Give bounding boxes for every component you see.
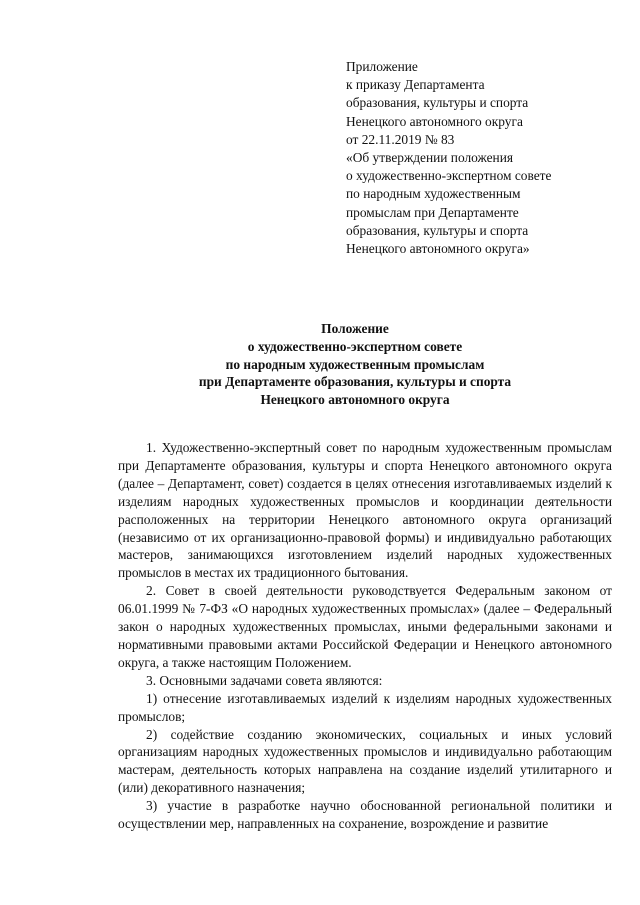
appendix-line: о художественно-экспертном совете bbox=[346, 168, 552, 184]
appendix-line: промыслам при Департаменте bbox=[346, 204, 519, 220]
appendix-line: Приложение bbox=[346, 59, 418, 74]
document-body bbox=[118, 439, 612, 833]
document-title bbox=[0, 320, 640, 409]
appendix-line: «Об утверждении положения bbox=[346, 150, 514, 166]
title-line: при Департаменте образования, культуры и спорта bbox=[198, 374, 512, 390]
paragraph: 3) участие в разработке научно обоснованной региональной политики и осуществлении мер, направленных на сохранение, возрождение и развитие bbox=[118, 798, 612, 832]
paragraph: 3. Основными задачами совета являются: bbox=[146, 672, 383, 688]
appendix-line: Ненецкого автономного округа bbox=[346, 113, 523, 129]
appendix-line: образования, культуры и спорта bbox=[346, 222, 529, 238]
paragraph: 2. Совет в своей деятельности руководствуется Федеральным законом от 06.01.1999 № 7-ФЗ «О народных художественных промыслах» (далее – Федеральный закон о народных художественных промыслах, иными федеральными законами и нормативными правовыми актами Российской Федерации и Ненецкого автономного округа, а также настоящим Положением. bbox=[118, 583, 612, 670]
title-line: о художественно-экспертном совете bbox=[247, 338, 463, 354]
paragraph: 1) отнесение изготавливаемых изделий к изделиям народных художественных промыслов; bbox=[118, 690, 612, 724]
appendix-line: от 22.11.2019 № 83 bbox=[346, 131, 455, 147]
appendix-line: к приказу Департамента bbox=[346, 77, 485, 93]
appendix-line: образования, культуры и спорта bbox=[346, 95, 529, 111]
paragraph: 2) содействие созданию экономических, социальных и иных условий организациям народных художественных промыслов и индивидуально работающим мастерам, деятельность которых направлена на создание изделий утилитарного и (или) декоративного назначения; bbox=[118, 726, 612, 796]
title-line: Ненецкого автономного округа bbox=[260, 392, 450, 408]
title-line: Положение bbox=[321, 321, 389, 336]
appendix-block bbox=[346, 58, 551, 258]
paragraph: 1. Художественно-экспертный совет по народным художественным промыслам при Департаменте образования, культуры и спорта Ненецкого автономного округа (далее – Департамент, совет) создается в целях отнесения изготавливаемых изделий к изделиям народных художественных промыслов и координации деятельности расположенных на территории Ненецкого автономного округа организаций (независимо от их организационно-правовой формы) и индивидуально работающих мастеров, занимающихся изготовлением изделий народных художественных промыслов в местах их традиционного бытования. bbox=[118, 440, 612, 581]
appendix-line: по народным художественным bbox=[346, 186, 521, 202]
appendix-line: Ненецкого автономного округа» bbox=[346, 241, 530, 257]
title-line: по народным художественным промыслам bbox=[225, 356, 485, 372]
